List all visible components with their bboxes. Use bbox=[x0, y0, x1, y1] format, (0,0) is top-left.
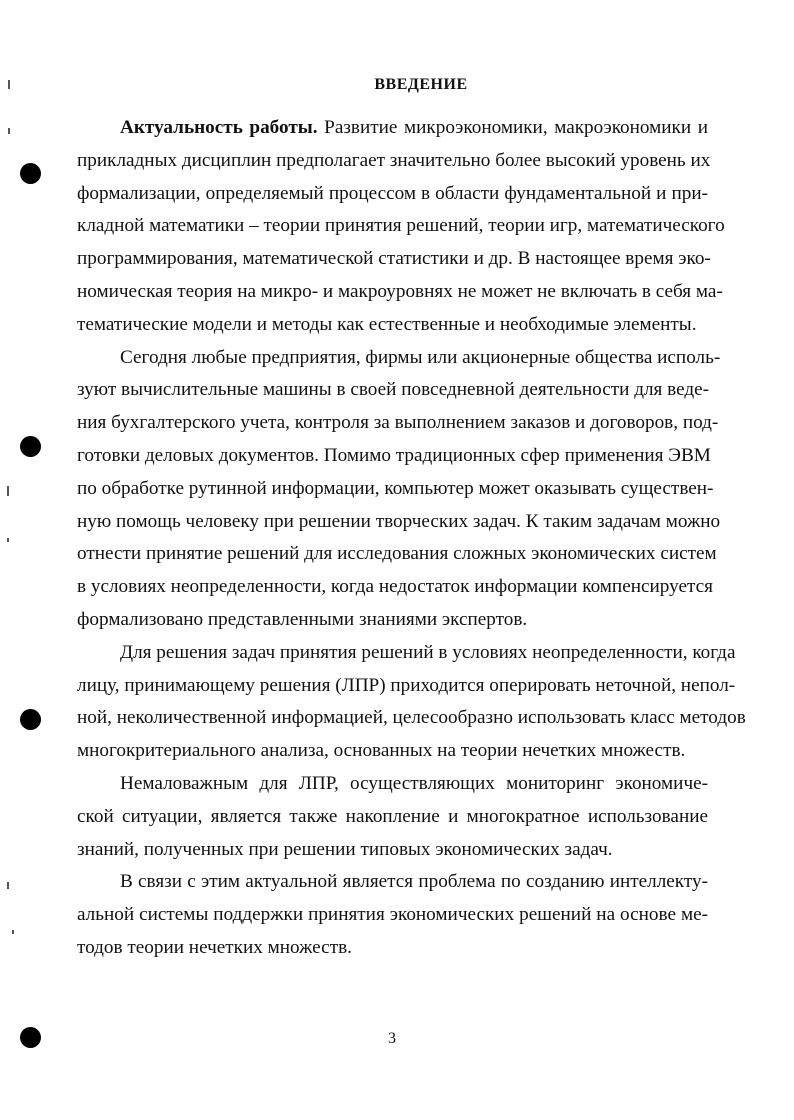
text-line: формализовано представленными знаниями экспертов. bbox=[77, 608, 528, 630]
paragraph bbox=[77, 112, 725, 342]
scan-speck bbox=[8, 80, 10, 89]
text-line: Актуальность работы. Развитие микроэкономики, макроэкономики и bbox=[120, 117, 708, 138]
scan-speck bbox=[8, 128, 10, 134]
text-line: прикладных дисциплин предполагает значительно более высокий уровень их bbox=[77, 149, 711, 171]
text-line: по обработке рутинной информации, компьютер может оказывать существен- bbox=[77, 477, 714, 499]
section-heading: ВВЕДЕНИЕ bbox=[374, 76, 468, 93]
text-line: отнести принятие решений для исследования сложных экономических систем bbox=[77, 543, 717, 565]
text-line: кладной математики – теории принятия решений, теории игр, математического bbox=[77, 215, 725, 237]
text-line: ния бухгалтерского учета, контроля за выполнением заказов и договоров, под- bbox=[77, 412, 719, 434]
paragraph bbox=[77, 342, 721, 637]
text-line: формализации, определяемый процессом в области фундаментальной и при- bbox=[77, 182, 708, 204]
text-line: ской ситуации, является также накопление и многократное использование bbox=[77, 805, 708, 827]
text-line: Немаловажным для ЛПР, осуществляющих мониторинг экономиче- bbox=[120, 772, 708, 794]
text-line: лицу, принимающему решения (ЛПР) приходится оперировать неточной, непол- bbox=[77, 674, 736, 696]
text-line: тематические модели и методы как естественные и необходимые элементы. bbox=[77, 313, 697, 335]
paragraph-lead: Актуальность работы. bbox=[120, 117, 318, 138]
text-line: зуют вычислительные машины в своей повседневной деятельности для веде- bbox=[77, 379, 710, 401]
text-line: В связи с этим актуальной является проблема по созданию интеллекту- bbox=[120, 871, 708, 893]
punch-hole-mark bbox=[20, 709, 41, 730]
scan-speck bbox=[7, 538, 9, 542]
text-line: Для решения задач принятия решений в условиях неопределенности, когда bbox=[120, 641, 736, 663]
text-line: многокритериального анализа, основанных на теории нечетких множеств. bbox=[77, 740, 686, 762]
text-line: номическая теория на микро- и макроуровнях не может не включать в себя ма- bbox=[77, 280, 723, 302]
scan-speck bbox=[7, 882, 9, 889]
text-line: ную помощь человеку при решении творческих задач. К таким задачам можно bbox=[77, 510, 721, 532]
page-number: 3 bbox=[388, 1030, 396, 1047]
text-line: альной системы поддержки принятия экономических решений на основе ме- bbox=[77, 904, 708, 926]
paragraph bbox=[77, 866, 708, 964]
text-line: знаний, полученных при решении типовых экономических задач. bbox=[77, 838, 613, 860]
body-text bbox=[77, 112, 746, 965]
scan-speck bbox=[7, 486, 9, 496]
text-line: ной, неколичественной информацией, целесообразно использовать класс методов bbox=[77, 707, 746, 729]
paragraph bbox=[77, 637, 746, 768]
text-line: тодов теории нечетких множеств. bbox=[77, 936, 352, 958]
scan-speck bbox=[12, 930, 14, 934]
punch-hole-mark bbox=[20, 436, 41, 457]
text-line: в условиях неопределенности, когда недостаток информации компенсируется bbox=[77, 576, 713, 598]
text-line: готовки деловых документов. Помимо традиционных сфер применения ЭВМ bbox=[77, 444, 711, 466]
text-line: Сегодня любые предприятия, фирмы или акционерные общества исполь- bbox=[120, 346, 721, 368]
text-line: программирования, математической статистики и др. В настоящее время эко- bbox=[77, 248, 711, 270]
paragraph bbox=[77, 768, 708, 866]
punch-hole-mark bbox=[20, 163, 41, 184]
